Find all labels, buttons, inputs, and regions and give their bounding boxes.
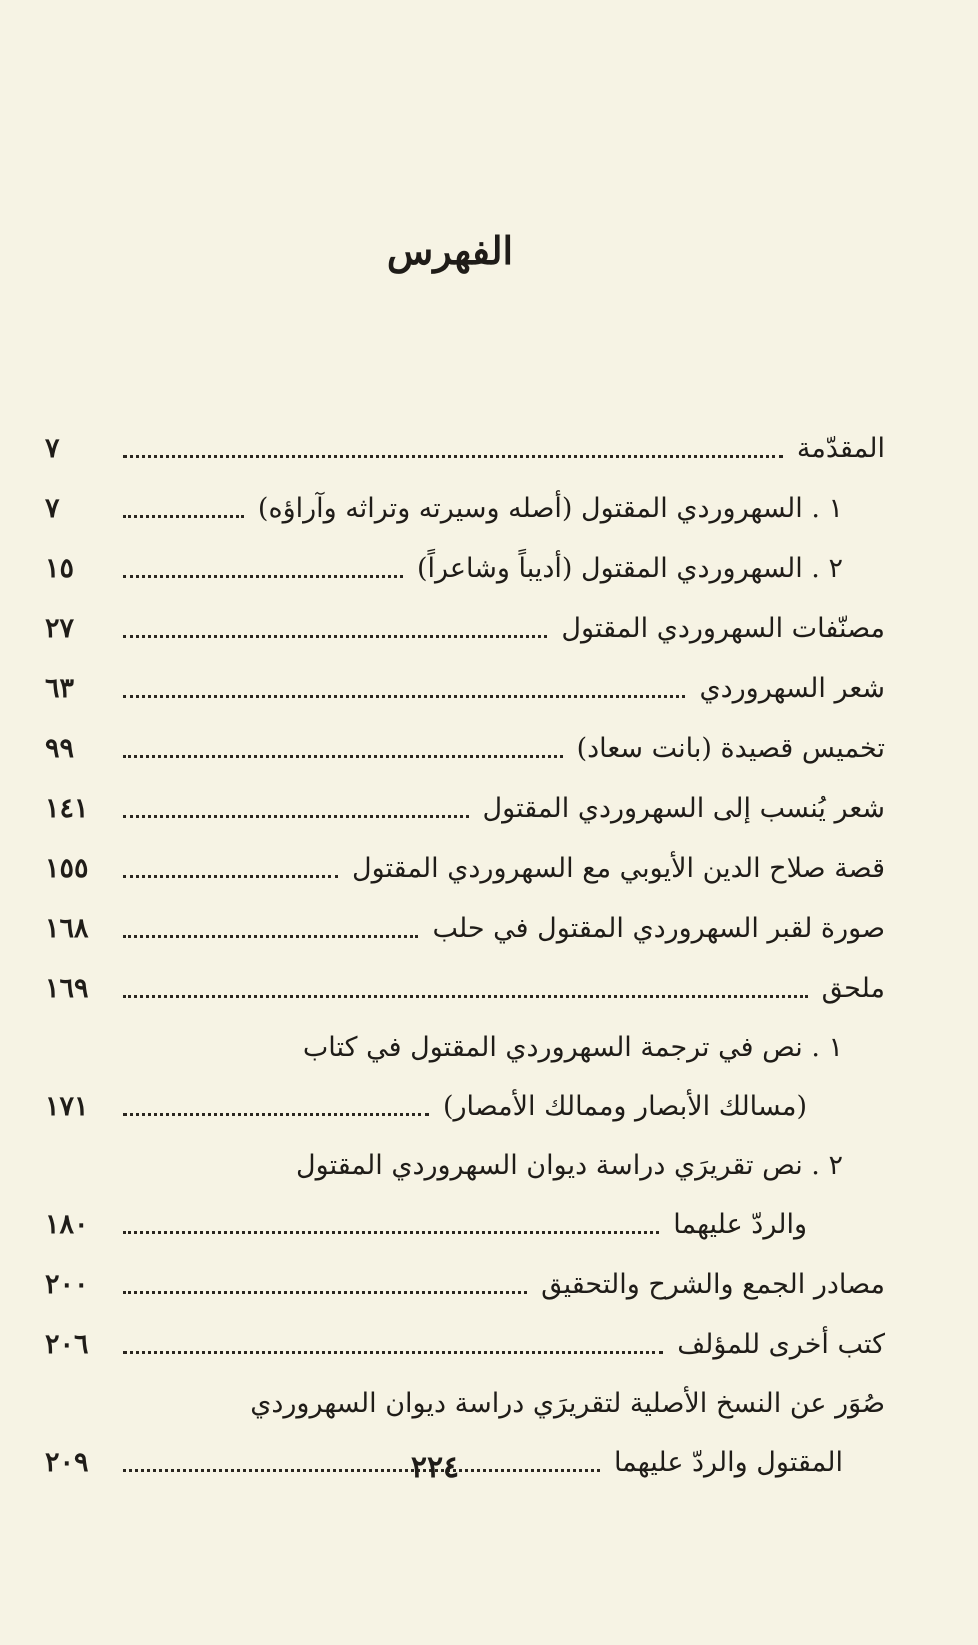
- toc-entry: [45, 598, 885, 658]
- toc-entry-page: ١٥: [45, 552, 75, 584]
- toc-entry-label: ملحق: [821, 972, 885, 1004]
- dot-leader: [123, 575, 403, 578]
- toc-entry-page: ١٨٠: [45, 1208, 89, 1240]
- toc-entry: [45, 718, 885, 778]
- toc-entry-page: ٧: [45, 492, 60, 524]
- toc-entry-page: ١٥٥: [45, 852, 89, 884]
- toc-entry-label: صُوَر عن النسخ الأصلية لتقريرَي دراسة ديوان السهروردي: [250, 1387, 885, 1419]
- toc-entry-page: ٦٣: [45, 672, 75, 704]
- page-title: الفهرس: [386, 228, 514, 273]
- toc-entry-page: ٧: [45, 432, 60, 464]
- toc-entry-label: والردّ عليهما: [673, 1208, 807, 1240]
- toc-entry: [45, 958, 885, 1018]
- dot-leader: [123, 875, 338, 878]
- toc-entry: [45, 1136, 885, 1194]
- toc-entry-page: ٢٠٠: [45, 1268, 89, 1300]
- toc-entry-label: ٢ . السهروردي المقتول (أديباً وشاعراً): [417, 552, 843, 584]
- toc-entry: [45, 1314, 885, 1374]
- page-number: ٢٢٤: [410, 1450, 460, 1485]
- toc-entry-label: ١ . السهروردي المقتول (أصله وسيرته وتراثه وآراؤه): [257, 492, 843, 524]
- toc-entry-label: مصادر الجمع والشرح والتحقيق: [541, 1268, 885, 1300]
- toc-entry-label: المقدّمة: [796, 432, 885, 464]
- toc-entry: [45, 1076, 885, 1136]
- toc-entry: [45, 538, 885, 598]
- toc-entry: [45, 1194, 885, 1254]
- dot-leader: [123, 1351, 663, 1354]
- toc-entry: [45, 898, 885, 958]
- toc-entry: [45, 838, 885, 898]
- toc-entry: [45, 1374, 885, 1432]
- toc-entry: [45, 418, 885, 478]
- dot-leader: [123, 1231, 659, 1234]
- toc-entry: [45, 658, 885, 718]
- toc-entry-label: شعر يُنسب إلى السهروردي المقتول: [482, 792, 885, 824]
- toc-entry: [45, 778, 885, 838]
- toc-entry-label: ١ . نص في ترجمة السهروردي المقتول في كتاب: [302, 1031, 843, 1063]
- dot-leader: [123, 1291, 527, 1294]
- toc-entry-label: شعر السهروردي: [699, 672, 885, 704]
- dot-leader: [123, 635, 547, 638]
- toc-entry-label: كتب أخرى للمؤلف: [677, 1328, 885, 1360]
- toc-entry-label: صورة لقبر السهروردي المقتول في حلب: [432, 912, 885, 944]
- dot-leader: [123, 755, 563, 758]
- toc-entry: [45, 1254, 885, 1314]
- toc-entry: [45, 478, 885, 538]
- dot-leader: [123, 1113, 429, 1116]
- dot-leader: [123, 815, 469, 818]
- dot-leader: [123, 935, 418, 938]
- toc-entry: [45, 1018, 885, 1076]
- toc-entry-page: ١٦٩: [45, 972, 89, 1004]
- dot-leader: [123, 695, 685, 698]
- toc-entry-label: (مسالك الأبصار وممالك الأمصار): [442, 1090, 807, 1122]
- toc-entry-page: ٢٠٩: [45, 1446, 89, 1478]
- toc-entry-label: مصنّفات السهروردي المقتول: [561, 612, 885, 644]
- toc-entry-page: ٢٠٦: [45, 1328, 89, 1360]
- toc-entry-label: ٢ . نص تقريرَي دراسة ديوان السهروردي المقتول: [296, 1149, 843, 1181]
- toc-entry-label: المقتول والردّ عليهما: [613, 1446, 843, 1478]
- toc-entry-page: ١٤١: [45, 792, 89, 824]
- dot-leader: [123, 455, 783, 458]
- dot-leader: [123, 995, 808, 998]
- dot-leader: [123, 515, 244, 518]
- toc-entry-page: ١٦٨: [45, 912, 89, 944]
- toc-entry-page: ٢٧: [45, 612, 75, 644]
- toc-entry-label: قصة صلاح الدين الأيوبي مع السهروردي المقتول: [351, 852, 885, 884]
- toc-entry-page: ٩٩: [45, 732, 75, 764]
- toc-entry-page: ١٧١: [45, 1090, 89, 1122]
- table-of-contents: [45, 418, 885, 1492]
- toc-entry-label: تخميس قصيدة (بانت سعاد): [576, 732, 885, 764]
